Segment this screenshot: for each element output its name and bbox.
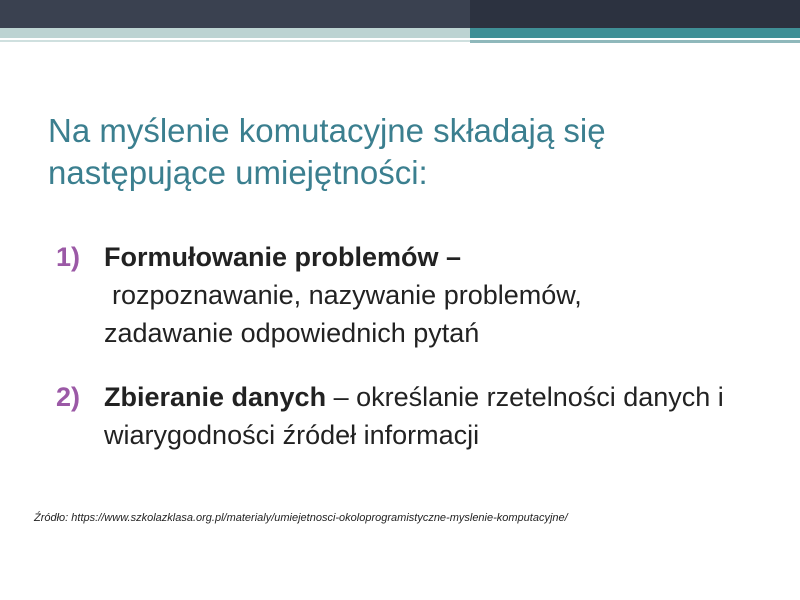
list-item-text: – określanie rzetelności danych i wiarygodności źródeł informacji xyxy=(104,382,724,450)
list-item-heading: Zbieranie danych xyxy=(104,382,327,412)
list-item-text: zadawanie odpowiednich pytań xyxy=(104,318,480,348)
skills-list xyxy=(56,238,776,454)
list-item-heading: Formułowanie problemów – xyxy=(104,242,462,272)
list-item-number: 1) xyxy=(56,242,81,272)
decor-line-dark xyxy=(470,40,800,43)
list-item-text: rozpoznawanie, nazywanie problemów, xyxy=(112,280,582,310)
list-item xyxy=(56,378,776,454)
top-decor-band-dark xyxy=(470,0,800,28)
teal-decor-strip-dark xyxy=(470,28,800,38)
list-item-number: 2) xyxy=(56,382,81,412)
slide-title: Na myślenie komutacyjne składają się następujące umiejętności: xyxy=(48,112,606,191)
source-citation: Źródło: https://www.szkolazklasa.org.pl/materialy/umiejetnosci-okoloprogramistyczne-myslenie-komputacyjne/ xyxy=(34,512,568,524)
list-item xyxy=(56,238,776,352)
